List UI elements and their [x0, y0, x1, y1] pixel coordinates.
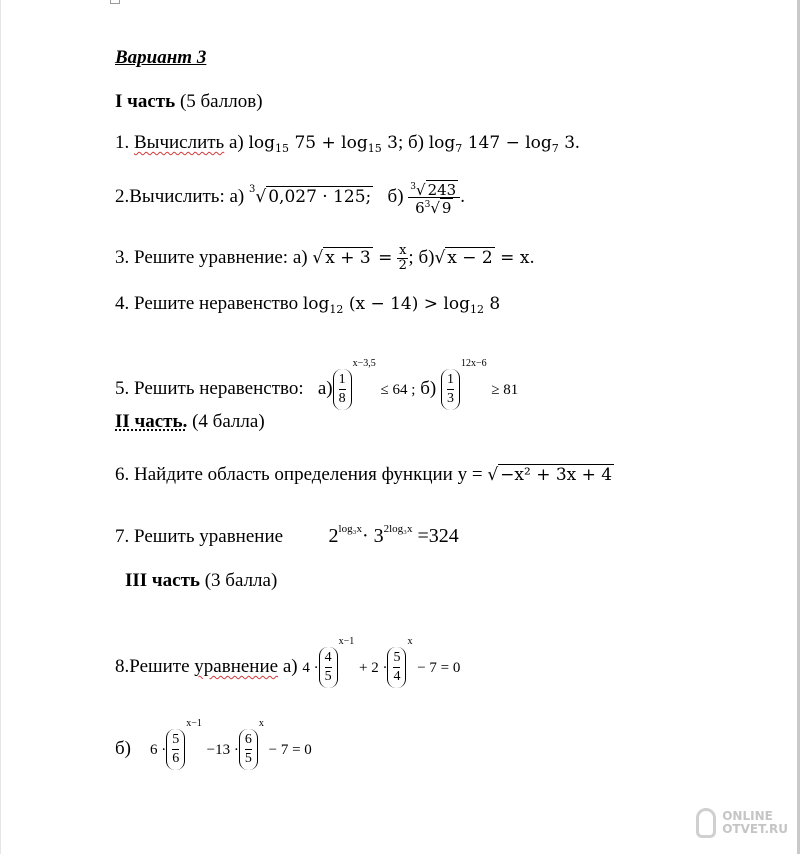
question-7: 7. Решить уравнение $2^{log_3x}\cdot 3^{2log_3x} =324$	[115, 523, 459, 547]
part3-heading: III часть (3 балла)	[125, 570, 278, 591]
part2-heading: II часть. (4 балла)	[115, 411, 265, 432]
margin-corner-mark	[110, 0, 120, 4]
question-8a: 8.Решите уравнение а) 4 · $\frac{4}{5}$ $^{x-1}$ + 2 · $\frac{5}{4}$ $^x$ − 7 = 0	[115, 630, 460, 688]
question-5: 5. Решить неравенство: а) $\frac{1}{8}$ $^{x-3,5}$ ≤ 64 ; б) $\frac{1}{3}$ $^{12x-6}$ ≥ 81	[115, 352, 518, 410]
q5a-fraction: $\frac{1}{8}$	[333, 369, 352, 410]
q8a-fraction-1: $\frac{4}{5}$	[319, 647, 338, 688]
question-8b: б) 6 · $\frac{5}{6}$ $^{x-1}$ −13 · $\frac{6}{5}$ $^x$ − 7 = 0	[115, 712, 312, 770]
q3-fraction: $\frac{x}{2}$	[398, 243, 407, 273]
lightbulb-icon	[696, 808, 716, 838]
question-1: 1. Вычислить а) $\log_{15} 75 + \log_{15} 3$; б) $\log_7 147 - \log_7 3$.	[115, 132, 580, 155]
q8b-fraction-2: $\frac{6}{5}$	[239, 729, 258, 770]
question-4: 4. Решите неравенство $\log_{12} (x - 14) > \log_{12} 8$	[115, 293, 501, 316]
variant-title: Вариант 3	[115, 47, 207, 68]
q2-fraction: $\frac{^3√ 243}{6^3√ 9}$	[408, 180, 460, 215]
question-6: 6. Найдите область определения функции y = √ −x² + 3x + 4	[115, 464, 613, 485]
q8a-fraction-2: $\frac{5}{4}$	[387, 647, 406, 688]
page-left-edge	[0, 0, 1, 854]
q5b-fraction: $\frac{1}{3}$	[441, 369, 460, 410]
watermark: ONLINE OTVET.RU	[696, 808, 788, 838]
part1-heading: I часть (5 баллов)	[115, 91, 263, 112]
question-2: 2.Вычислить: а) $^3$√ 0,027 · 125; б) $\frac{^3√ 243}{6^3√ 9}$ .	[115, 181, 465, 218]
q8b-fraction-1: $\frac{5}{6}$	[166, 729, 185, 770]
question-3: 3. Решите уравнение: а) √ x + 3 = $\frac{x}{2}$ ; б)√ x − 2 = x.	[115, 243, 535, 273]
